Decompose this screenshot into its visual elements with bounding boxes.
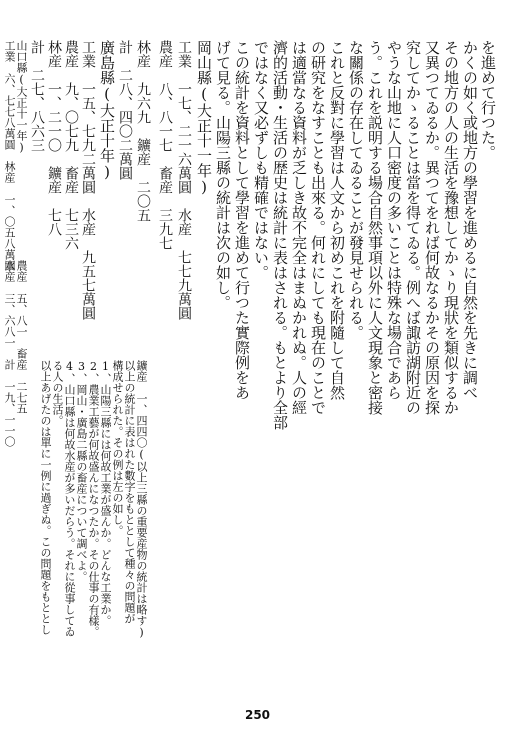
- question-item: 4、山口縣は何故水産が多いだらう。それに從事してゐ: [63, 360, 76, 637]
- stat-row: 計 二八、四〇二萬圓: [117, 40, 133, 180]
- stat-row: 農産 八、八一七 畜産 三九七: [157, 40, 173, 250]
- text-line: 以上あげたのは單に一例に過ぎぬ。この問題をもととし: [39, 360, 52, 635]
- text-line: 濟的活動・生活の歴史は統計に表はされる。もとより全部: [271, 40, 289, 430]
- stat-row: 林産 一、二一〇 鑛産 七八: [46, 40, 62, 236]
- question-item: 2、農業工藝が何故盛んになつたか。その仕事の有樣。: [87, 360, 100, 637]
- section-title: 廣島縣(大正十年): [98, 40, 116, 181]
- page-number: 250: [244, 708, 271, 722]
- text-line: 又異つてゐるか。異つてをれば何故なるかその原因を探: [423, 40, 441, 415]
- text-line: やうな山地に人口密度の多いことは特殊な場合であら: [385, 40, 403, 400]
- text-line: 構成せられた。その例は左の如し。: [111, 360, 124, 536]
- stat-row: 鑛産 一、四四〇(以上三縣の重要産物の統計は略す): [135, 360, 148, 639]
- stat-row: 林産 九六九 鑛産 二〇五: [135, 40, 151, 222]
- section-title: 岡山縣(大正十一年): [195, 40, 213, 196]
- text-line: 以上の統計に表はれた數字をもととして種々の問題が: [123, 360, 136, 624]
- text-line: その地方の人の生活を豫想してかゝり現狀を類似するか: [442, 40, 460, 415]
- text-line: う。これを説明する場合自然事項以外に人文現象と密接: [366, 40, 384, 415]
- text-line: かくの如く或地方の學習を進めるに自然を先きに調べ: [461, 40, 479, 400]
- text-line: これと反對に學習は人文から初めこれを附隨して自然: [328, 40, 346, 400]
- question-item: 1、山陽三縣には何故工業が盛んか。どんな工業か。: [99, 360, 112, 626]
- stat-row: 農産 五、八一 畜産 二七五: [15, 260, 28, 414]
- stat-row: 計 二七、八六三: [29, 40, 45, 152]
- stat-row: 工業 一七、二一六萬圓 水産 七七九萬圓: [176, 40, 192, 320]
- text-line: は適當なる資料が乏しき故不完全はまぬかれぬ。人の經: [290, 40, 308, 415]
- text-line: この統計を資料として學習を進めて行つた實際例をあ: [233, 40, 251, 400]
- text-line: 究してかゝることは當を得てゐる。例へば諏訪湖附近の: [404, 40, 422, 415]
- stat-row: 水産 三、六八一 計 一九、一一〇: [3, 260, 16, 447]
- section-title: 山口縣(大正十一年): [15, 40, 28, 154]
- text-line: げて見る。山陽三縣の統計は次の如し。: [214, 40, 232, 310]
- text-line: の研究をなすことも出來る。何れにしても現在のことで: [309, 40, 327, 415]
- question-item: 3、岡山・廣島二縣の畜産について調べよ。: [75, 360, 88, 582]
- text-line: を進めて行つた。: [479, 40, 497, 160]
- question-item-cont: る人の生活。: [51, 360, 64, 426]
- text-line: ではなく又必ずしも精確ではない。: [252, 40, 270, 280]
- text-line: な關係の存在してゐることが發見せられる。: [347, 40, 365, 340]
- stat-row: 工業 一五、七九二萬圓 水産 九五七萬圓: [80, 40, 96, 320]
- stat-row: 農産 九、〇七九 畜産 七三六: [63, 40, 79, 250]
- stat-row: 工業 六、七七八萬圓 林産 一、〇五八萬圓: [3, 40, 16, 271]
